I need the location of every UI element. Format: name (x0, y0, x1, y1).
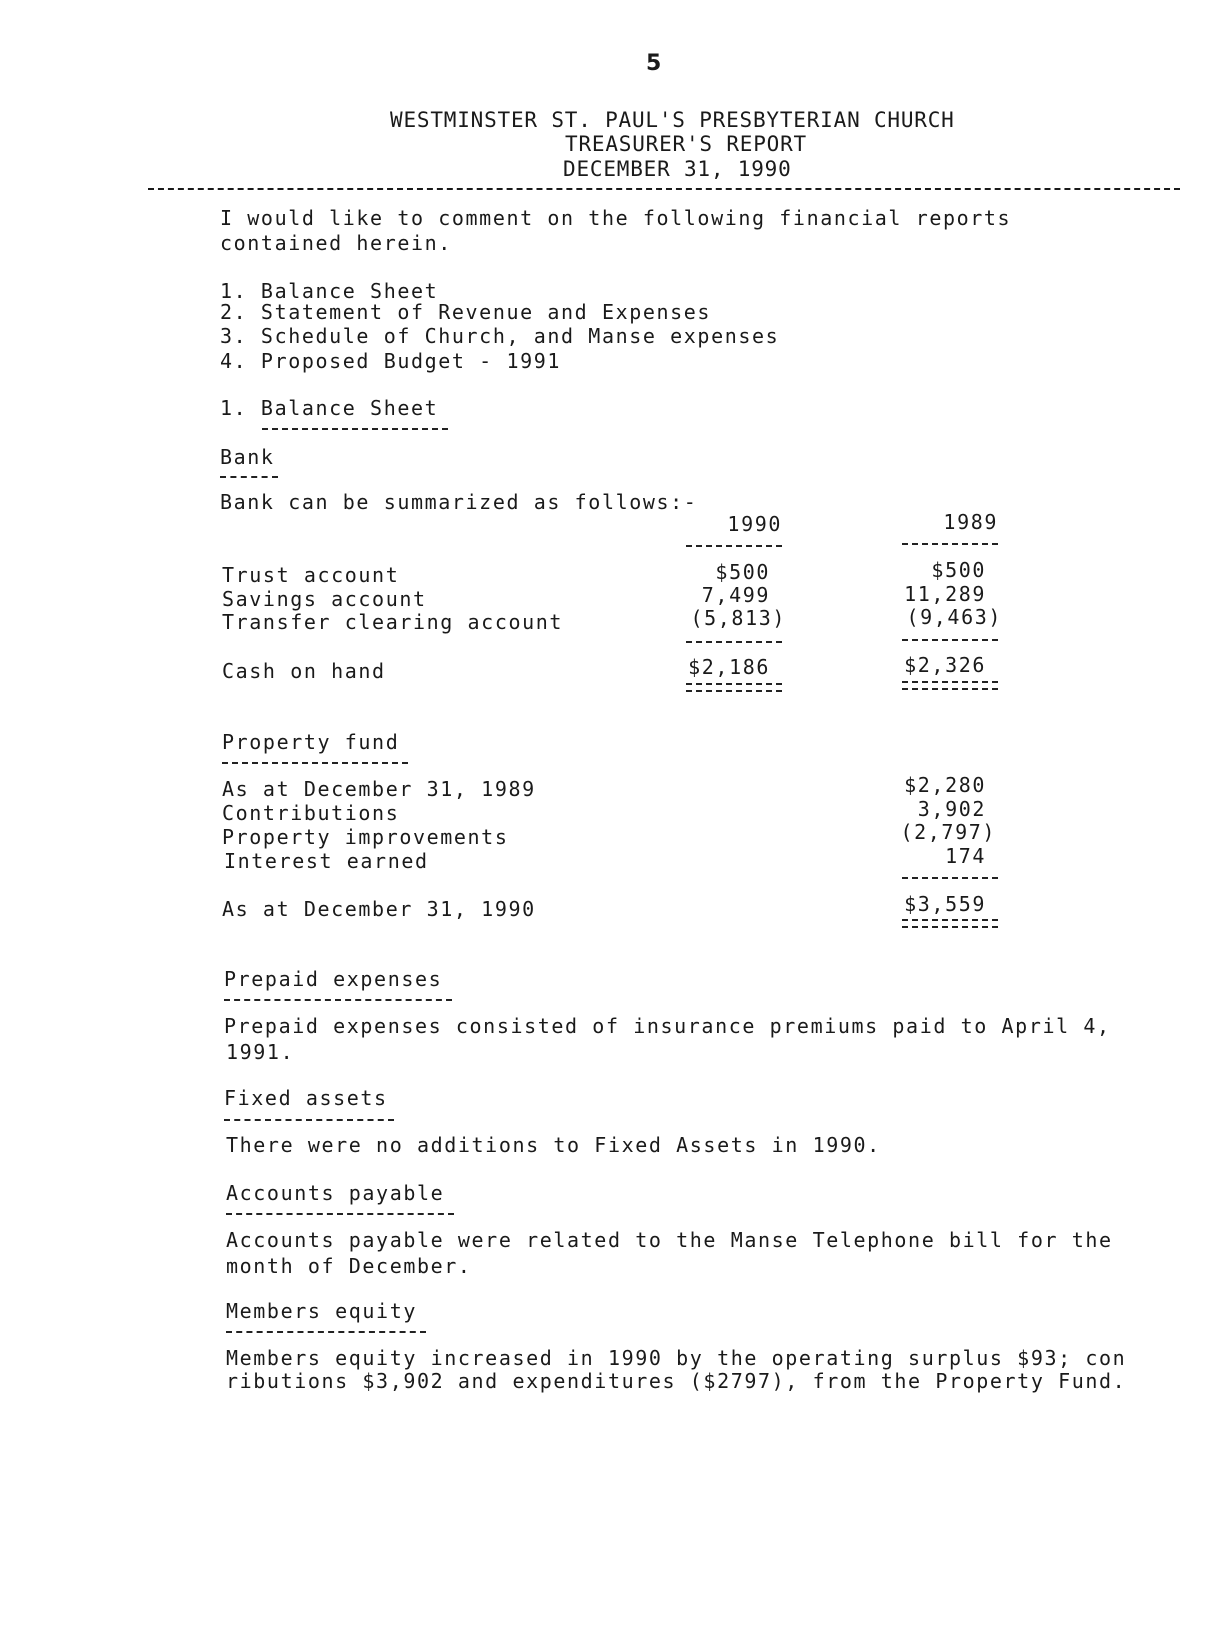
column-rule (902, 877, 998, 879)
cash-on-hand-1990: $2,186 (688, 655, 770, 679)
heading-underline (224, 1119, 394, 1121)
members-equity-line-1: Members equity increased in 1990 by the operating surplus $93; con (226, 1346, 1127, 1370)
double-rule (686, 683, 782, 692)
accounts-payable-line-1: Accounts payable were related to the Manse Telephone bill for the (226, 1228, 1113, 1252)
fixed-assets-heading: Fixed assets (224, 1086, 388, 1110)
list-item: 1. Balance Sheet (220, 279, 439, 303)
intro-line-2: contained herein. (220, 231, 452, 255)
double-rule (902, 919, 998, 928)
fixed-assets-line-1: There were no additions to Fixed Assets in 1990. (226, 1133, 881, 1157)
balance-sheet-heading: 1. Balance Sheet (220, 396, 439, 420)
column-rule (902, 543, 998, 545)
property-row-value: 174 (945, 844, 986, 868)
prepaid-line-2: 1991. (226, 1040, 295, 1064)
property-row-label: Contributions (222, 801, 400, 825)
list-item: 3. Schedule of Church, and Manse expenses (220, 324, 780, 348)
list-item: 2. Statement of Revenue and Expenses (220, 300, 712, 324)
cash-on-hand-label: Cash on hand (222, 659, 386, 683)
page-number: 5 (646, 51, 662, 76)
column-rule (902, 639, 998, 641)
heading-underline (262, 428, 448, 430)
bank-row-1989: $500 (931, 558, 986, 582)
property-row-label: Property improvements (222, 825, 509, 849)
list-item: 4. Proposed Budget - 1991 (220, 349, 562, 373)
heading-underline (224, 999, 452, 1001)
heading-underline (220, 476, 278, 478)
heading-underline (222, 762, 408, 764)
property-row-value: (2,797) (900, 820, 996, 844)
bank-row-1990: $500 (715, 560, 770, 584)
church-name: WESTMINSTER ST. PAUL'S PRESBYTERIAN CHURCH (390, 108, 955, 132)
column-rule (686, 545, 782, 547)
accounts-payable-heading: Accounts payable (226, 1181, 445, 1205)
bank-row-1990: 7,499 (701, 583, 770, 607)
heading-underline (226, 1213, 454, 1215)
bank-row-label: Trust account (222, 563, 400, 587)
bank-row-1990: (5,813) (690, 606, 786, 630)
report-date: DECEMBER 31, 1990 (563, 157, 792, 181)
property-row-label: As at December 31, 1989 (222, 777, 536, 801)
cash-on-hand-1989: $2,326 (904, 653, 986, 677)
bank-row-label: Savings account (222, 587, 427, 611)
bank-row-label: Transfer clearing account (222, 610, 564, 634)
property-total-value: $3,559 (904, 892, 986, 916)
prepaid-heading: Prepaid expenses (224, 967, 443, 991)
property-row-value: $2,280 (904, 773, 986, 797)
col-header-1989: 1989 (943, 510, 998, 534)
property-total-label: As at December 31, 1990 (222, 897, 536, 921)
accounts-payable-line-2: month of December. (226, 1254, 472, 1278)
col-header-1990: 1990 (727, 512, 782, 536)
bank-row-1989: 11,289 (904, 582, 986, 606)
heading-underline (226, 1331, 426, 1333)
bank-heading: Bank (220, 445, 275, 469)
property-row-value: 3,902 (917, 797, 986, 821)
prepaid-line-1: Prepaid expenses consisted of insurance premiums paid to April 4, (224, 1014, 1111, 1038)
report-title: TREASURER'S REPORT (565, 132, 807, 156)
bank-row-1989: (9,463) (906, 605, 1002, 629)
header-divider (148, 188, 1180, 190)
intro-line-1: I would like to comment on the following financial reports (220, 206, 1012, 230)
bank-summary: Bank can be summarized as follows:- (220, 490, 698, 514)
property-row-label: Interest earned (224, 849, 429, 873)
members-equity-line-2: ributions $3,902 and expenditures ($2797), from the Property Fund. (226, 1369, 1127, 1393)
double-rule (902, 681, 998, 690)
property-fund-heading: Property fund (222, 730, 400, 754)
column-rule (686, 641, 782, 643)
members-equity-heading: Members equity (226, 1299, 417, 1323)
